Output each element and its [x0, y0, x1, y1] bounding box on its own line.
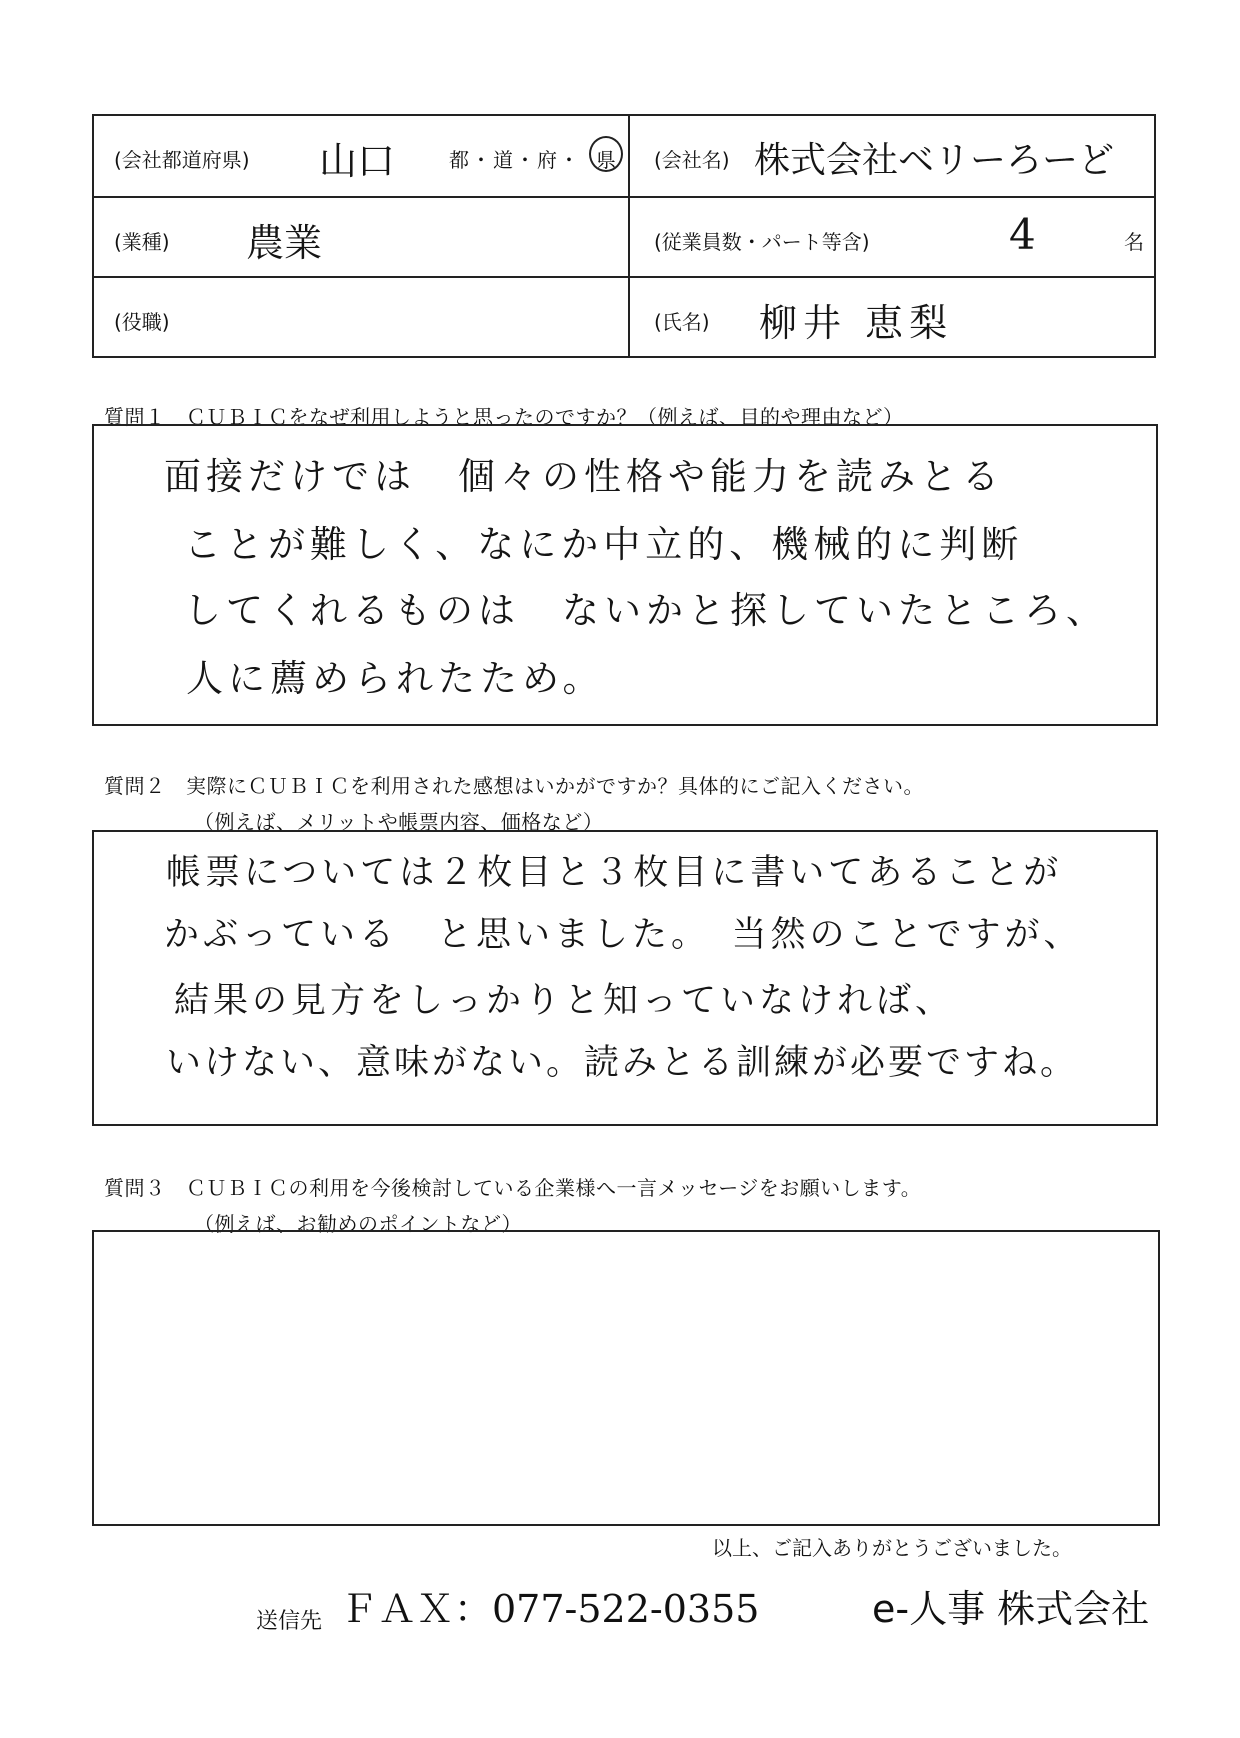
question-2-answer-box[interactable] — [92, 830, 1158, 1126]
send-to-label: 送信先 — [256, 1609, 323, 1634]
industry-value[interactable]: 農業 — [246, 221, 323, 265]
question-1-answer-box[interactable] — [92, 424, 1158, 726]
answer-line: 帳票については２枚目と３枚目に書いてあることが — [166, 853, 1063, 893]
question-3-subheading: （例えば、お勧めのポイントなど） — [194, 1212, 522, 1236]
prefecture-label: (会社都道府県) — [114, 148, 250, 172]
question-1-heading: 質問１ ＣＵＢＩＣをなぜ利用しようと思ったのですか？（例えば、目的や理由など） — [104, 405, 904, 429]
position-label: (役職) — [114, 310, 170, 334]
fax-number: ＦＡＸ：077-522-0355 — [340, 1587, 760, 1631]
employees-label: (従業員数・パート等含) — [654, 230, 870, 254]
answer-line: 人に薦められたため。 — [186, 657, 605, 700]
selection-circle-icon — [589, 136, 623, 172]
question-2-subheading: （例えば、メリットや帳票内容、価格など） — [194, 810, 604, 834]
answer-line: 面接だけでは 個々の性格や能力を読みとる — [164, 455, 1004, 498]
info-table — [92, 114, 1156, 358]
answer-line: ことが難しく、なにか中立的、機械的に判断 — [184, 523, 1024, 566]
employees-value[interactable]: 4 — [1009, 210, 1036, 259]
prefecture-options: 都・道・府・ — [449, 148, 581, 172]
answer-line: いけない、意味がない。読みとる訓練が必要ですね。 — [166, 1043, 1079, 1083]
answer-line: かぶっている と思いました。 当然のことですが、 — [164, 915, 1083, 955]
name-value[interactable]: 柳井 恵梨 — [759, 301, 954, 345]
prefecture-selected[interactable]: 県 — [596, 148, 616, 172]
prefecture-value[interactable]: 山口 — [319, 139, 396, 183]
table-divider — [94, 196, 1154, 198]
question-3-heading: 質問３ ＣＵＢＩＣの利用を今後検討している企業様へ一言メッセージをお願いします。 — [104, 1176, 922, 1200]
company-label: (会社名) — [654, 148, 730, 172]
table-column-divider — [628, 116, 630, 356]
industry-label: (業種) — [114, 230, 170, 254]
table-divider — [94, 276, 1154, 278]
question-2-heading: 質問２ 実際にＣＵＢＩＣを利用された感想はいかがですか？具体的にご記入ください。 — [104, 774, 924, 798]
answer-line: してくれるものは ないかと探していたところ、 — [184, 589, 1108, 632]
employees-unit: 名 — [1124, 230, 1144, 254]
company-value[interactable]: 株式会社ベリーろーど — [754, 140, 1115, 181]
answer-line: 結果の見方をしっかりと知っていなければ、 — [174, 981, 955, 1021]
company-name-footer: e-人事 株式会社 — [872, 1587, 1150, 1631]
question-3-answer-box[interactable] — [92, 1230, 1160, 1526]
name-label: (氏名) — [654, 310, 710, 334]
thanks-note: 以上、ご記入ありがとうございました。 — [712, 1536, 1072, 1560]
